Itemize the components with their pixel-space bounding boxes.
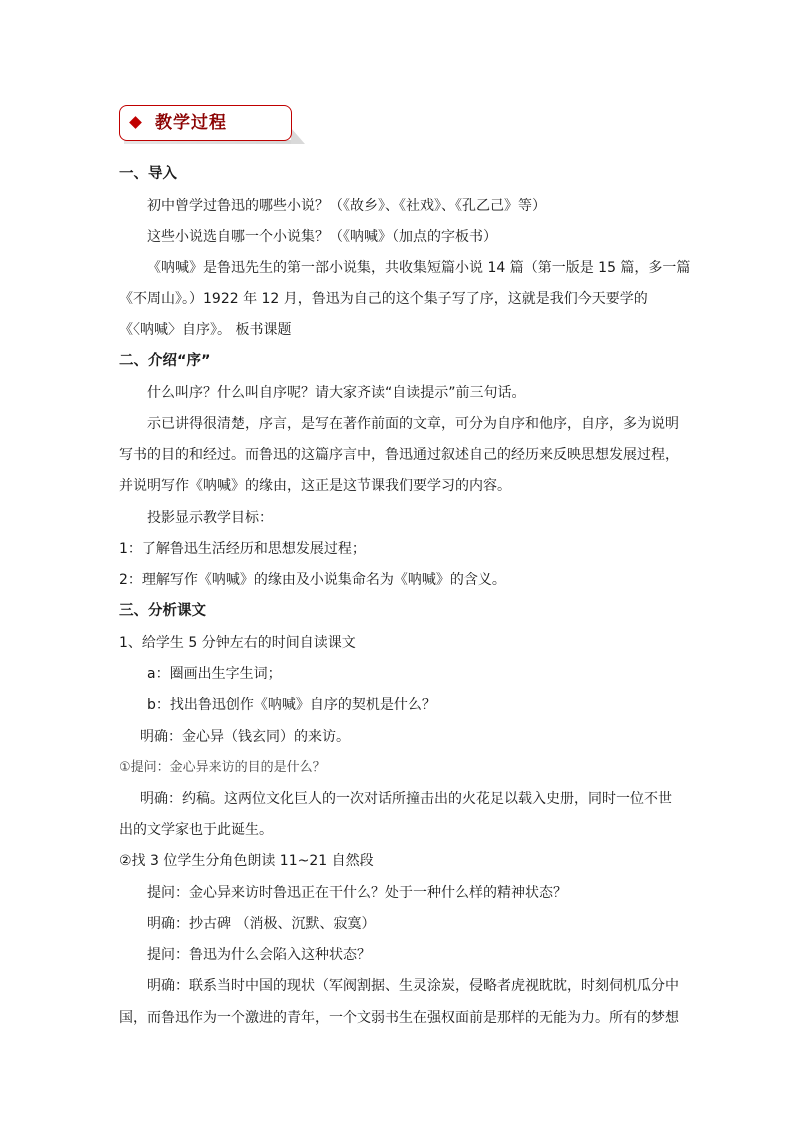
heading-intro: 一、导入: [119, 166, 177, 182]
question: ①提问：金心异来访的目的是什么？: [119, 760, 326, 775]
paragraph: 国，而鲁迅作为一个激进的青年，一个文弱书生在强权面前是那样的无能为力。所有的梦想: [119, 1010, 679, 1026]
paragraph: 明确：联系当时中国的现状（军阀割据、生灵涂炭，侵略者虎视眈眈，时刻伺机瓜分中: [147, 978, 679, 994]
list-item: a：圈画出生字生词；: [147, 666, 282, 682]
question: 提问：鲁迅为什么会陷入这种状态？: [147, 947, 371, 963]
paragraph: 《〈呐喊〉自序》。 板书课题: [119, 322, 292, 338]
section-header-title: 教学过程: [155, 113, 227, 133]
list-item: b：找出鲁迅创作《呐喊》自序的契机是什么？: [147, 697, 436, 713]
paragraph: 示已讲得很清楚，序言，是写在著作前面的文章，可分为自序和他序，自序，多为说明: [147, 416, 679, 432]
paragraph: 写书的目的和经过。而鲁迅的这篇序言中，鲁迅通过叙述自己的经历来反映思想发展过程，: [119, 447, 679, 463]
paragraph: 初中曾学过鲁迅的哪些小说？（《故乡》、《社戏》、《孔乙己》等）: [147, 198, 546, 214]
paragraph: 明确：抄古碑 （消极、沉默、寂寞）: [147, 916, 376, 932]
paragraph: 并说明写作《呐喊》的缘由，这正是这节课我们要学习的内容。: [119, 478, 511, 494]
paragraph: 明确：约稿。这两位文化巨人的一次对话所撞击出的火花足以载入史册，同时一位不世: [140, 791, 672, 807]
question: ②找 3 位学生分角色朗读 11~21 自然段: [119, 853, 374, 869]
header-box-shadow-corner: [291, 128, 305, 144]
goal-item: 2：理解写作《呐喊》的缘由及小说集命名为《呐喊》的含义。: [119, 572, 506, 588]
paragraph: 明确：金心异（钱玄同）的来访。: [140, 729, 350, 745]
paragraph: 《不周山》。）1922 年 12 月，鲁迅为自己的这个集子写了序，这就是我们今天要学的: [119, 291, 648, 307]
paragraph: 1、给学生 5 分钟左右的时间自读课文: [119, 635, 356, 651]
paragraph: 出的文学家也于此诞生。: [119, 822, 273, 838]
heading-analysis: 三、分析课文: [119, 603, 206, 619]
question: 提问：金心异来访时鲁迅正在干什么？处于一种什么样的精神状态？: [147, 885, 567, 901]
goal-item: 1：了解鲁迅生活经历和思想发展过程；: [119, 541, 366, 557]
paragraph: 这些小说选自哪一个小说集？（《呐喊》（加点的字板书）: [147, 229, 497, 245]
paragraph: 投影显示教学目标：: [147, 510, 273, 526]
paragraph: 《呐喊》是鲁迅先生的第一部小说集，共收集短篇小说 14 篇（第一版是 15 篇，多一篇: [147, 260, 691, 276]
heading-preface: 二、介绍“序”: [119, 353, 211, 369]
paragraph: 什么叫序？什么叫自序呢？请大家齐读“自读提示”前三句话。: [147, 385, 526, 401]
